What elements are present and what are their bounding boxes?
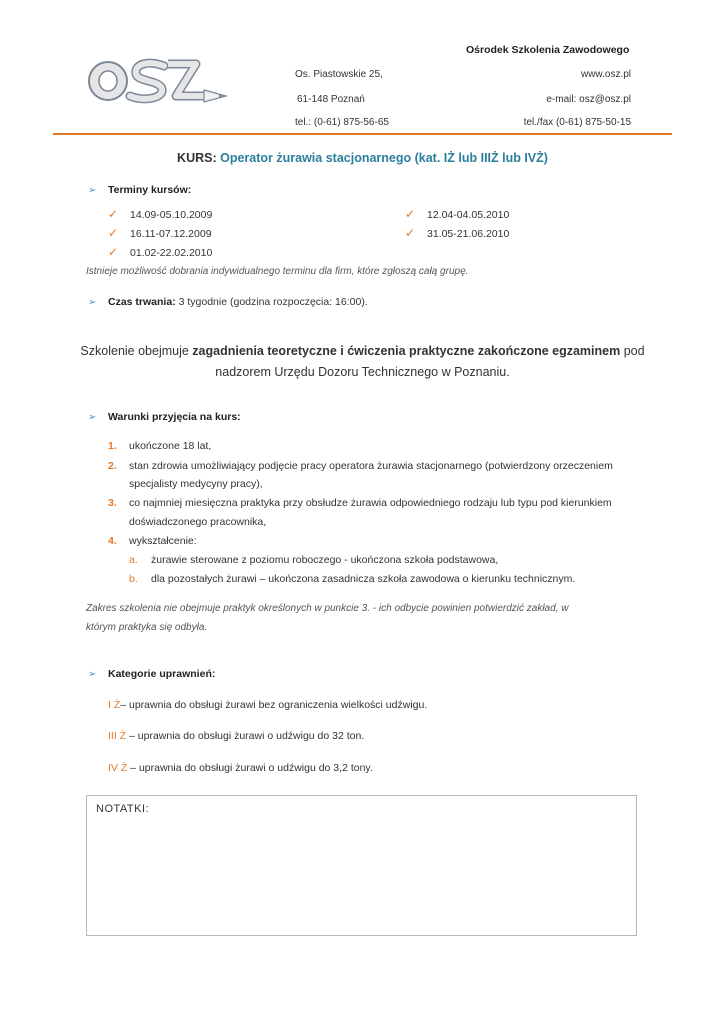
check-icon: ✓: [108, 207, 119, 221]
conditions-heading: Warunki przyjęcia na kurs:: [108, 411, 241, 423]
arrowhead-bullet-icon: ➢: [88, 297, 97, 308]
arrowhead-bullet-icon: ➢: [88, 412, 97, 423]
category-desc: – uprawnia do obsługi żurawi bez ograniczenia wielkości udźwigu.: [120, 699, 428, 711]
summary-text: Szkolenie obejmuje: [80, 344, 193, 358]
organization-name: Ośrodek Szkolenia Zawodowego: [466, 44, 630, 56]
address-line-2: 61-148 Poznań: [297, 94, 365, 105]
categories-heading: Kategorie uprawnień:: [108, 668, 216, 680]
category-item: [108, 699, 427, 711]
condition-subitem: dla pozostałych żurawi – ukończona zasadnicza szkoła zawodowa o kierunku technicznym.: [151, 573, 576, 585]
term-date: 01.02-22.02.2010: [130, 247, 213, 259]
category-code: III Ż: [108, 730, 127, 742]
header-divider: [53, 133, 672, 135]
osz-logo-graphic: [86, 56, 231, 106]
phone-number: tel.: (0-61) 875-56-65: [295, 117, 389, 128]
website-link[interactable]: www.osz.pl: [580, 69, 631, 80]
category-desc: – uprawnia do obsługi żurawi o udźwigu do 32 ton.: [126, 730, 365, 742]
list-letter: b.: [129, 573, 138, 585]
fax-number: tel./fax (0-61) 875-50-15: [523, 117, 631, 128]
duration-line: [108, 296, 368, 308]
course-prefix: KURS:: [177, 151, 217, 165]
list-number: 3.: [108, 497, 117, 509]
notes-box[interactable]: [86, 795, 637, 936]
notes-label: NOTATKI:: [96, 803, 150, 815]
check-icon: ✓: [108, 245, 119, 259]
category-item: [108, 762, 373, 774]
arrowhead-bullet-icon: ➢: [88, 185, 97, 196]
terms-heading: Terminy kursów:: [108, 184, 192, 196]
condition-item: wykształcenie:: [129, 535, 197, 547]
duration-value: 3 tygodnie (godzina rozpoczęcia: 16:00).: [178, 296, 368, 308]
osz-logo: [86, 56, 231, 106]
condition-item-cont: specjalisty medycyny pracy),: [129, 478, 263, 490]
term-date: 16.11-07.12.2009: [130, 228, 212, 240]
condition-item-cont: doświadczonego pracownika,: [129, 516, 267, 528]
condition-subitem: żurawie sterowane z poziomu roboczego - ukończona szkoła podstawowa,: [151, 554, 499, 566]
condition-item: co najmniej miesięczna praktyka przy obsłudze żurawia odpowiedniego rodzaju lub typu pod kierunkiem: [129, 497, 612, 509]
summary-text: pod: [620, 344, 645, 358]
check-icon: ✓: [405, 226, 416, 240]
category-code: IV Ż: [108, 762, 128, 774]
summary-bold: zagadnienia teoretyczne i ćwiczenia praktyczne zakończone egzaminem: [192, 344, 621, 358]
term-date: 31.05-21.06.2010: [427, 228, 510, 240]
course-title: [0, 151, 725, 165]
category-item: [108, 730, 364, 742]
terms-note: Istnieje możliwość dobrania indywidualnego terminu dla firm, które zgłoszą całą grupę.: [86, 266, 469, 277]
term-date: 14.09-05.10.2009: [130, 209, 213, 221]
list-number: 2.: [108, 460, 117, 472]
arrowhead-bullet-icon: ➢: [88, 669, 97, 680]
course-name: Operator żurawia stacjonarnego (kat. IŻ lub IIIŻ lub IVŻ): [220, 151, 548, 165]
category-code: I Ż: [108, 699, 121, 711]
check-icon: ✓: [108, 226, 119, 240]
conditions-note-line-1: Zakres szkolenia nie obejmuje praktyk określonych w punkcie 3. - ich odbycie powinien potwierdzić zakład, w: [86, 603, 569, 614]
condition-item: stan zdrowia umożliwiający podjęcie pracy operatora żurawia stacjonarnego (potwierdzony orzeczeniem: [129, 460, 613, 472]
condition-item: ukończone 18 lat,: [129, 440, 212, 452]
summary-line-1: [0, 344, 725, 358]
list-number: 1.: [108, 440, 117, 452]
check-icon: ✓: [405, 207, 416, 221]
list-number: 4.: [108, 535, 117, 547]
duration-label: Czas trwania:: [108, 296, 176, 308]
term-date: 12.04-04.05.2010: [427, 209, 510, 221]
conditions-note-line-2: którym praktyka się odbyła.: [86, 622, 208, 633]
list-letter: a.: [129, 554, 138, 566]
summary-line-2: nadzorem Urzędu Dozoru Technicznego w Poznaniu.: [215, 365, 510, 379]
email-link[interactable]: e-mail: osz@osz.pl: [546, 94, 631, 105]
category-desc: – uprawnia do obsługi żurawi o udźwigu do 3,2 tony.: [127, 762, 373, 774]
address-line-1: Os. Piastowskie 25,: [295, 69, 383, 80]
